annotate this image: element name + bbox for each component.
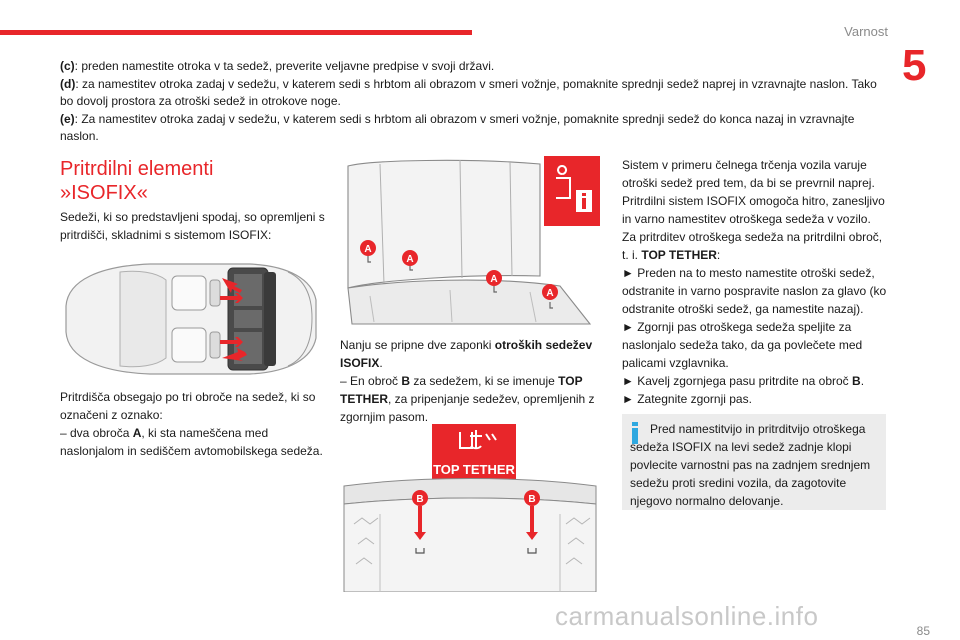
page-number: 85 bbox=[916, 624, 930, 638]
svg-text:B: B bbox=[416, 494, 424, 505]
info-note-text: Pred namestitvijo in pritrditvijo otroškega sedeža ISOFIX na levi sedež zadnje klopi povlecite varnostni pas na zadnjem srednjem sedežu proti sredini vozila, da zagotovite njegovo normalno delovanje. bbox=[630, 422, 871, 508]
col3-step-2: ► Zgornji pas otroškega sedeža speljite za naslonjalo sedeža tako, da ga povlečete med palicami vzglavnika. bbox=[622, 320, 863, 370]
intro-item-e: (e): Za namestitev otroka zadaj v sedežu, v katerem sedi s hrbtom ali obrazom v smeri vožnje, pomaknite sprednji sedež do konca nazaj in vzravnajte naslon. bbox=[60, 111, 855, 144]
col3-para-2: Pritrdilni sistem ISOFIX omogoča hitro, zanesljivo in varno namestitev otroškega sedeža v vozilo. bbox=[622, 194, 885, 226]
svg-text:A: A bbox=[364, 244, 372, 255]
info-note bbox=[622, 414, 886, 510]
chapter-number: 5 bbox=[902, 41, 927, 90]
svg-text:A: A bbox=[490, 274, 498, 285]
watermark-text: carmanualsonline.info bbox=[555, 601, 819, 631]
intro-item-d: (d): za namestitev otroka zadaj v sedežu, v katerem sedi s hrbtom ali obrazom v smeri vožnje, pomaknite sprednji sedež naprej in vzravnajte naslon. Tako bo dovolj prostora za otroški sedež in otrokove noge. bbox=[60, 76, 877, 109]
seats-intro-text: Sedeži, ki so predstavljeni spodaj, so opremljeni s pritrdišči, skladnimi s sistemom ISOFIX: bbox=[60, 210, 325, 242]
anchor-rings-text: Pritrdišča obsegajo po tri obroče na sedež, ki so označeni z oznako: – dva obroča A, ki sta nameščena med naslonjalom in sediščem avtomobilskega sedeža. bbox=[60, 390, 323, 458]
top-tether-instructions bbox=[622, 156, 888, 408]
svg-text:TOP TETHER: TOP TETHER bbox=[433, 462, 515, 477]
header-red-bar bbox=[0, 30, 472, 35]
chapter-title: Varnost bbox=[844, 24, 888, 39]
section-title: Pritrdilni elementi »ISOFIX« bbox=[60, 158, 214, 204]
isofix-clips-text: Nanju se pripne dve zaponki otroških sedežev ISOFIX. – En obroč B za sedežem, ki se imenuje TOP TETHER, za pripenjanje sedežev, opremljenih z zgornjim pasom. bbox=[340, 338, 595, 424]
col3-para-1: Sistem v primeru čelnega trčenja vozila varuje otroški sedež pred tem, da bi se prevrnil naprej. bbox=[622, 158, 875, 190]
svg-text:B: B bbox=[528, 494, 536, 505]
col3-step-3: ► Kavelj zgornjega pasu pritrdite na obroč B. bbox=[622, 374, 865, 388]
intro-notes bbox=[60, 58, 890, 146]
col3-step-4: ► Zategnite zgornji pas. bbox=[622, 392, 752, 406]
col3-step-1: ► Preden na to mesto namestite otroški sedež, odstranite in varno pospravite naslon za glavo (ko odstranite otroški sedež, ga namestite nazaj). bbox=[622, 266, 887, 316]
svg-text:A: A bbox=[406, 254, 414, 265]
rear-seat-isofix-illustration bbox=[340, 156, 600, 328]
col3-para-3: Za pritrditev otroškega sedeža na pritrdilni obroč, t. i. TOP TETHER: bbox=[622, 230, 883, 262]
car-top-view-illustration bbox=[60, 258, 322, 380]
svg-text:A: A bbox=[546, 288, 554, 299]
top-tether-illustration bbox=[340, 424, 600, 592]
intro-item-c: (c): preden namestite otroka v ta sedež, preverite veljavne predpise v svoji državi. bbox=[60, 59, 495, 73]
